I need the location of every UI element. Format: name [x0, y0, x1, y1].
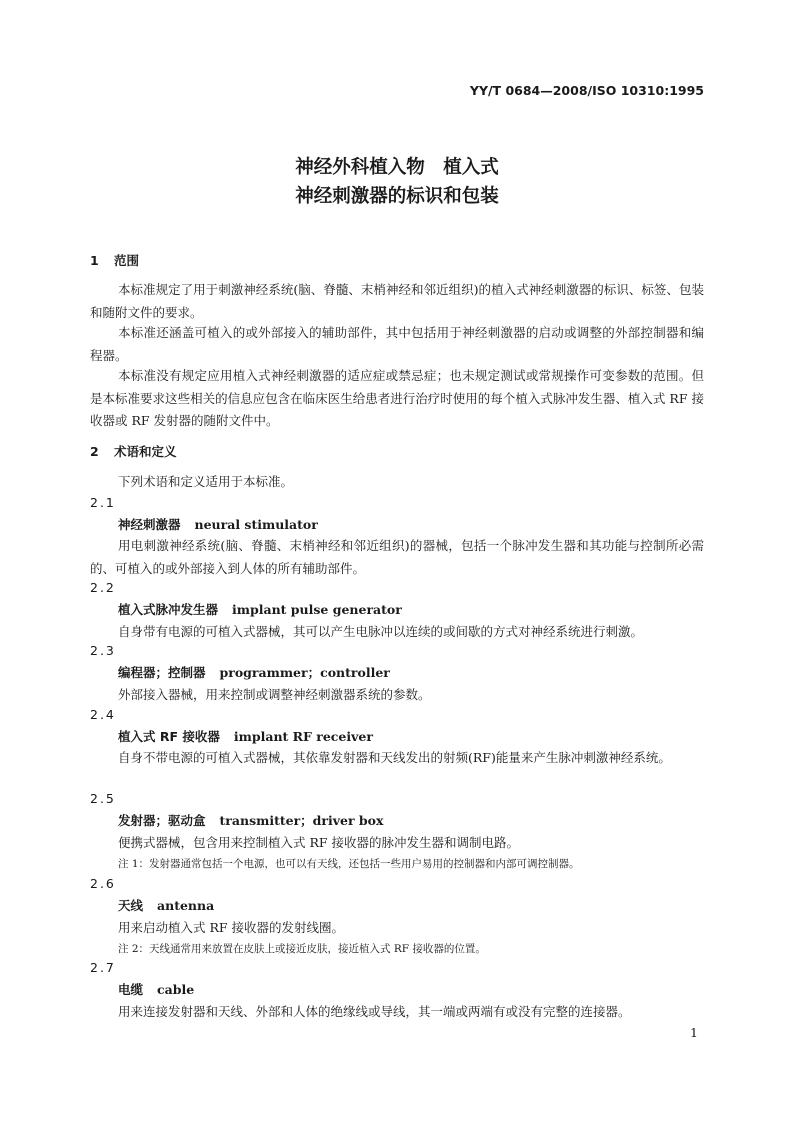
- document-title-line-2: 神经刺激器的标识和包装: [295, 186, 499, 207]
- section-number: 2: [90, 444, 99, 459]
- term-definition: 外部接入器械，用来控制或调整神经刺激器系统的参数。: [118, 687, 431, 702]
- term-definition: 便携式器械，包含用来控制植入式 RF 接收器的脉冲发生器和调制电路。: [118, 835, 520, 850]
- page-number: 1: [690, 1025, 698, 1040]
- term-zh: 天线: [118, 898, 144, 913]
- term-zh: 植入式脉冲发生器: [118, 602, 219, 617]
- term-heading: [118, 663, 390, 681]
- clause-number: 2.6: [90, 876, 116, 891]
- term-zh: 编程器；控制器: [118, 665, 206, 680]
- standard-code: YY/T 0684—2008/ISO 10310:1995: [469, 83, 704, 98]
- term-definition: 自身带有电源的可植入式器械，其可以产生电脉冲以连续的或间歇的方式对神经系统进行刺激。: [118, 624, 644, 639]
- term-en: programmer；controller: [219, 665, 390, 680]
- term-en: implant pulse generator: [232, 602, 402, 617]
- clause-number: 2.2: [90, 580, 116, 595]
- term-heading: [118, 896, 214, 914]
- paragraph: 本标准规定了用于刺激神经系统(脑、脊髓、末梢神经和邻近组织)的植入式神经刺激器的标识、标签、包装和随附文件的要求。: [90, 282, 704, 320]
- section-title: 术语和定义: [114, 444, 177, 459]
- term-zh: 植入式 RF 接收器: [118, 729, 220, 744]
- paragraph: 本标准没有规定应用植入式神经刺激器的适应症或禁忌症；也未规定测试或常规操作可变参数的范围。但是本标准要求这些相关的信息应包含在临床医生给患者进行治疗时使用的每个植入式脉冲发生器、植入式 RF 接收器或 RF 发射器的随附文件中。: [90, 368, 704, 428]
- term-en: cable: [157, 982, 195, 997]
- term-heading: [118, 515, 318, 533]
- document-title-line-1: 神经外科植入物 植入式: [295, 157, 499, 178]
- note-2: 注 2：天线通常用来放置在皮肤上或接近皮肤，接近植入式 RF 接收器的位置。: [118, 943, 486, 955]
- note-1: 注 1：发射器通常包括一个电源，也可以有天线，还包括一些用户易用的控制器和内部可调控制器。: [118, 858, 580, 870]
- term-heading: [118, 980, 194, 998]
- term-en: implant RF receiver: [233, 729, 373, 744]
- paragraph: 本标准还涵盖可植入的或外部接入的辅助部件，其中包括用于神经刺激器的启动或调整的外部控制器和编程器。: [90, 325, 704, 363]
- section-2-intro: 下列术语和定义适用于本标准。: [118, 474, 294, 489]
- term-definition: 用来启动植入式 RF 接收器的发射线圈。: [118, 920, 345, 935]
- clause-number: 2.1: [90, 495, 116, 510]
- term-zh: 发射器；驱动盒: [118, 813, 206, 828]
- term-zh: 神经刺激器: [118, 517, 181, 532]
- clause-number: 2.4: [90, 707, 116, 722]
- term-en: antenna: [157, 898, 215, 913]
- term-heading: [118, 811, 383, 829]
- term-en: neural stimulator: [194, 517, 318, 532]
- clause-number: 2.3: [90, 643, 116, 658]
- term-definition: 用电刺激神经系统(脑、脊髓、末梢神经和邻近组织)的器械，包括一个脉冲发生器和其功能与控制所必需的、可植入的或外部接入到人体的所有辅助部件。: [90, 538, 704, 576]
- section-2-heading: [90, 442, 177, 460]
- section-title: 范围: [114, 253, 140, 268]
- section-1-heading: [90, 251, 139, 269]
- term-en: transmitter；driver box: [219, 813, 384, 828]
- term-zh: 电缆: [118, 982, 144, 997]
- clause-number: 2.7: [90, 960, 116, 975]
- term-heading: [118, 727, 373, 745]
- term-heading: [118, 600, 402, 618]
- clause-number: 2.5: [90, 791, 116, 806]
- term-definition: 用来连接发射器和天线、外部和人体的绝缘线或导线，其一端或两端有或没有完整的连接器。: [118, 1004, 631, 1019]
- term-definition: 自身不带电源的可植入式器械，其依靠发射器和天线发出的射频(RF)能量来产生脉冲刺激神经系统。: [118, 750, 671, 765]
- section-number: 1: [90, 253, 99, 268]
